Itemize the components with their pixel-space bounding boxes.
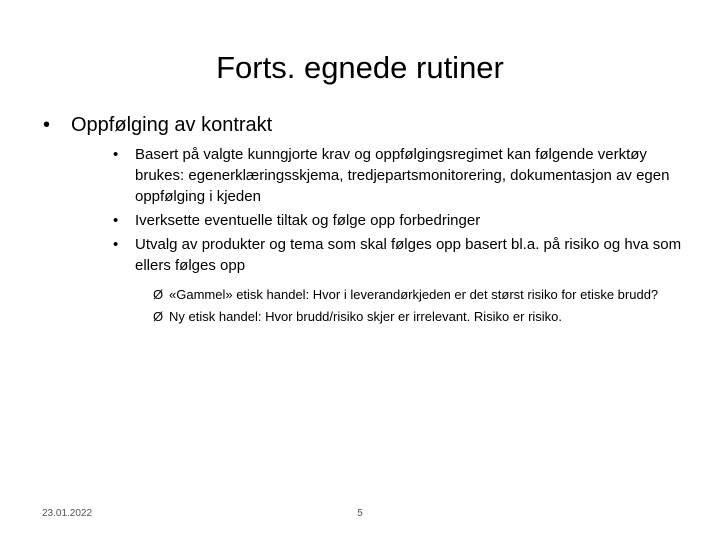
- sub-bullet-text: Utvalg av produkter og tema som skal følges opp basert bl.a. på risiko og hva som ellers følges opp: [135, 236, 682, 274]
- sub-bullet-item: [113, 234, 688, 276]
- main-bullet-text: Oppfølging av kontrakt: [71, 114, 273, 136]
- arrow-bullet-list: [153, 285, 693, 329]
- sub-bullet-list: [113, 144, 688, 279]
- sub-bullet-item: [113, 144, 688, 207]
- bullet-marker: •: [113, 236, 119, 253]
- bullet-marker: •: [43, 114, 51, 136]
- footer-date: 23.01.2022: [42, 508, 93, 519]
- main-bullet: [43, 112, 683, 138]
- slide-title: Forts. egnede rutiner: [216, 50, 504, 85]
- sub-bullet-item: [113, 210, 688, 231]
- arrow-bullet-item: [153, 285, 693, 304]
- page-number: 5: [357, 508, 363, 519]
- arrow-bullet-text: Ny etisk handel: Hvor brudd/risiko skjer er irrelevant. Risiko er risiko.: [169, 309, 563, 324]
- bullet-marker: •: [113, 212, 119, 229]
- sub-bullet-text: Basert på valgte kunngjorte krav og oppfølgingsregimet kan følgende verktøy brukes: egenerklæringsskjema, tredjepartsmonitorering, dokumentasjon av egen oppfølging i kjeden: [135, 146, 670, 205]
- sub-bullet-text: Iverksette eventuelle tiltak og følge opp forbedringer: [135, 212, 481, 229]
- bullet-marker: •: [113, 146, 119, 163]
- arrow-bullet-text: «Gammel» etisk handel: Hvor i leverandørkjeden er det størst risiko for etiske brudd?: [169, 287, 659, 302]
- arrow-bullet-icon: Ø: [153, 309, 164, 324]
- arrow-bullet-icon: Ø: [153, 287, 164, 302]
- arrow-bullet-item: [153, 307, 693, 326]
